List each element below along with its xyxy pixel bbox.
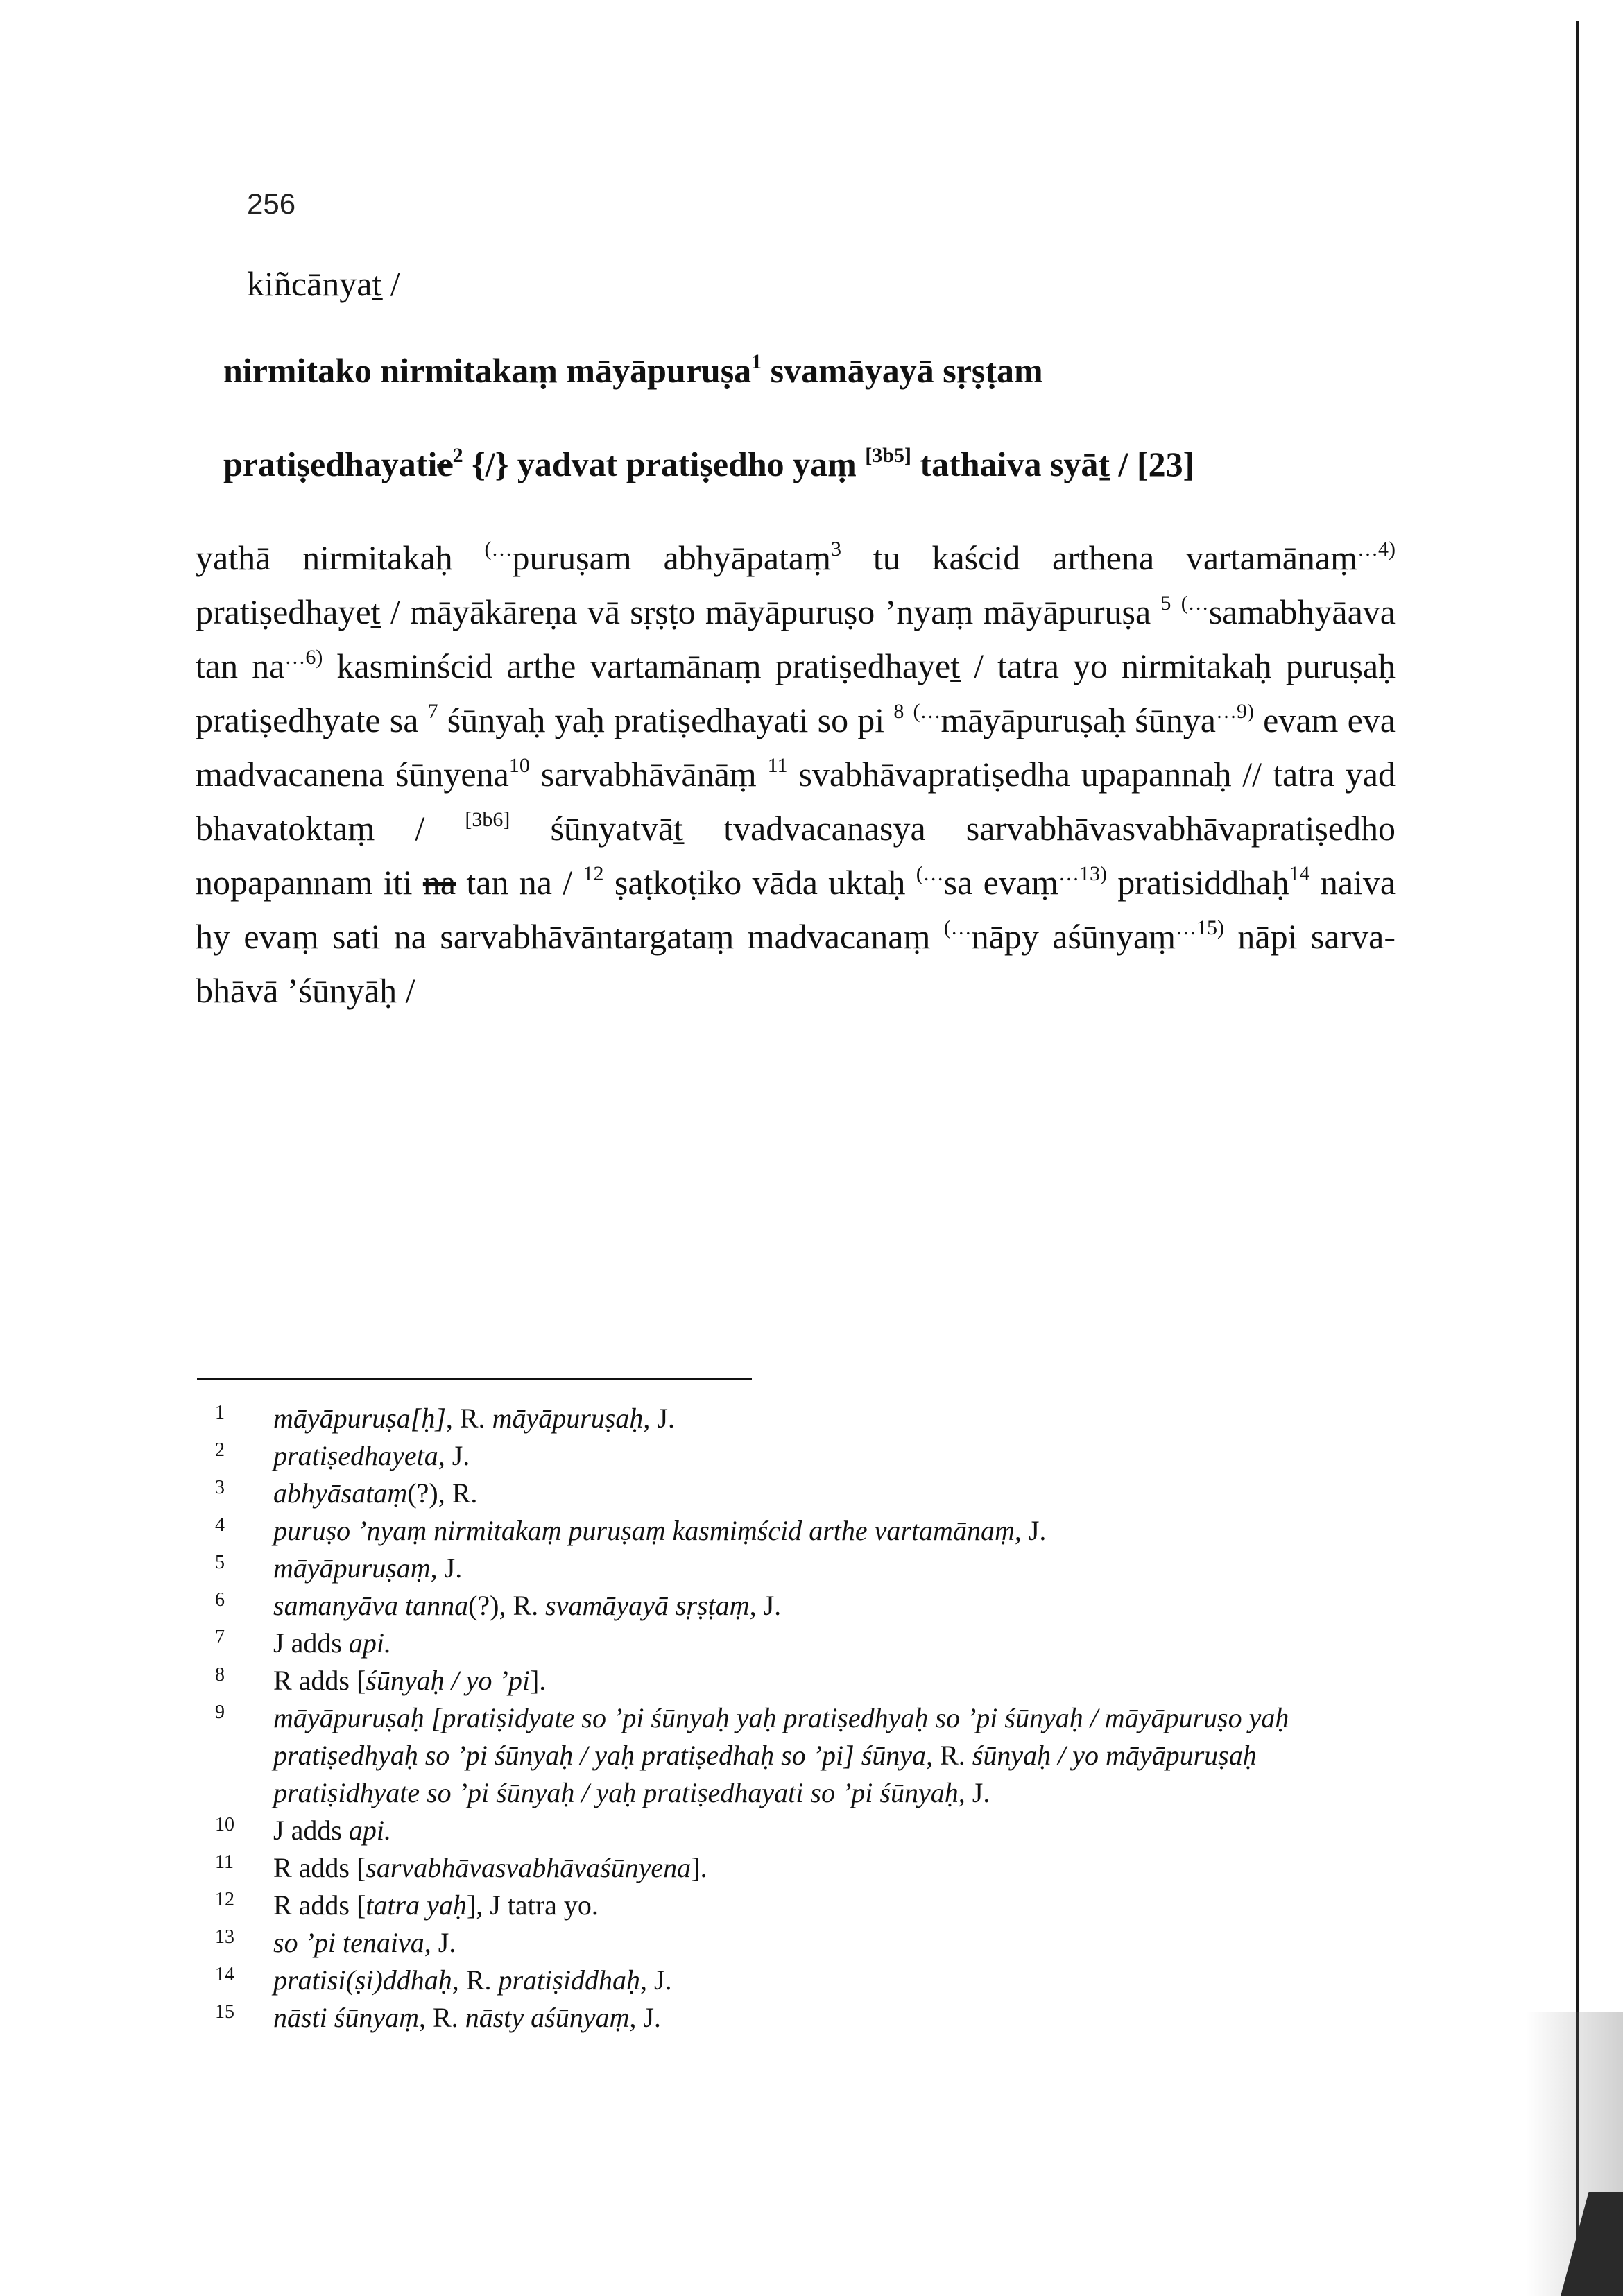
footnote-siglum: J adds bbox=[273, 1627, 349, 1659]
footnote-siglum: R adds [ bbox=[273, 1890, 366, 1921]
footnote-siglum: , J. bbox=[629, 2002, 661, 2033]
footnote-3 bbox=[215, 1475, 1394, 1512]
footnote-siglum: , J. bbox=[749, 1590, 782, 1621]
footnote-ref[interactable]: 2 bbox=[452, 444, 463, 467]
variant-close[interactable]: …9) bbox=[1215, 700, 1254, 723]
folio-marker: [3b5] bbox=[865, 444, 911, 467]
verse-text: pratiṣedhayati bbox=[223, 445, 438, 483]
footnote-2 bbox=[215, 1437, 1394, 1475]
commentary-text: pratiṣedhayeṯ / māyākāreṇa vā sṛṣṭo māyāpuruṣo ’nyaṃ māyāpuruṣa bbox=[196, 592, 1151, 631]
commentary-text: puruṣam abhyāpataṃ bbox=[512, 538, 832, 577]
footnote-siglum: , J. bbox=[1014, 1515, 1047, 1546]
commentary-text: naiva hy evaṃ sati na sarvabhāvāntargataṃ madvacanaṃ bbox=[196, 863, 1396, 956]
footnote-14 bbox=[215, 1962, 1394, 1999]
footnote-reading: pratiṣiddhaḥ bbox=[498, 1964, 640, 1996]
footnote-siglum: ], J tatra yo. bbox=[466, 1890, 599, 1921]
footnote-siglum: R adds [ bbox=[273, 1665, 366, 1696]
deleted-letter: e bbox=[437, 445, 453, 483]
commentary-text: tan na / bbox=[466, 863, 573, 902]
footnote-ref[interactable]: 1 bbox=[751, 350, 762, 373]
verse-text: tathaiva syāṯ / [23] bbox=[920, 445, 1195, 483]
footnote-5 bbox=[215, 1550, 1394, 1587]
footnote-reading: nāsti śūnyaṃ bbox=[273, 2002, 419, 2033]
footnote-reading: api. bbox=[348, 1627, 392, 1659]
commentary-text: nāpi sarva-bhāvā ’śūnyāḥ / bbox=[196, 917, 1396, 1010]
footnote-siglum: J adds bbox=[273, 1815, 349, 1846]
footnote-1 bbox=[215, 1400, 1394, 1437]
footnote-ref[interactable]: 7 bbox=[427, 700, 438, 723]
variant-open: (… bbox=[1180, 592, 1209, 615]
footnotes-list bbox=[215, 1400, 1394, 2037]
footnote-reading: māyāpuruṣa[ḥ] bbox=[273, 1403, 446, 1434]
footnote-number: 4 bbox=[215, 1514, 225, 1536]
footnote-ref[interactable]: 12 bbox=[583, 862, 604, 885]
page-number: 256 bbox=[247, 187, 296, 220]
footnote-siglum: , J. bbox=[438, 1440, 470, 1471]
footnote-number: 7 bbox=[215, 1627, 225, 1648]
footnote-12 bbox=[215, 1887, 1394, 1924]
commentary-text: sa evaṃ bbox=[943, 863, 1058, 902]
footnote-reading: śūnyaḥ / yo ’pi bbox=[366, 1665, 530, 1696]
commentary-text: pratisiddhaḥ bbox=[1117, 863, 1289, 902]
footnote-siglum: , J. bbox=[424, 1927, 456, 1958]
variant-close[interactable]: …6) bbox=[284, 646, 323, 669]
footnote-ref[interactable]: 3 bbox=[831, 538, 842, 560]
footnote-9 bbox=[215, 1699, 1394, 1812]
footnote-reading: api. bbox=[348, 1815, 392, 1846]
scan-margin-line bbox=[1576, 21, 1579, 2268]
footnote-siglum: , R. bbox=[445, 1403, 492, 1434]
footnote-15 bbox=[215, 1999, 1394, 2037]
footnote-reading: nāsty aśūnyaṃ bbox=[465, 2002, 630, 2033]
verse-line-2 bbox=[223, 444, 1194, 484]
variant-open: (… bbox=[913, 700, 941, 723]
variant-open: (… bbox=[943, 916, 972, 939]
footnote-siglum: R adds [ bbox=[273, 1852, 366, 1883]
footnote-divider bbox=[197, 1378, 752, 1380]
footnote-siglum: ]. bbox=[529, 1665, 547, 1696]
commentary-text: yathā nirmitakaḥ bbox=[196, 538, 453, 577]
footnote-reading: śūnyaḥ / yo māyāpuruṣaḥ pratiṣidhyate so ’pi śūnyaḥ / yaḥ pratiṣedhayati so ’pi śūnyaḥ bbox=[273, 1740, 1257, 1808]
footnote-number: 3 bbox=[215, 1477, 225, 1498]
footnote-number: 6 bbox=[215, 1589, 225, 1611]
footnote-siglum: , J. bbox=[430, 1552, 463, 1584]
footnote-number: 10 bbox=[215, 1814, 234, 1835]
footnote-siglum: ]. bbox=[691, 1852, 707, 1883]
verse-text: nirmitako nirmitakaṃ māyāpuruṣa bbox=[223, 351, 752, 390]
footnote-reading: pratisi(ṣi)ddhaḥ bbox=[273, 1964, 452, 1996]
footnote-number: 5 bbox=[215, 1552, 225, 1573]
footnote-number: 1 bbox=[215, 1402, 225, 1423]
commentary-text: tu kaścid arthena vartamānaṃ bbox=[873, 538, 1358, 577]
footnote-reading: abhyāsataṃ bbox=[273, 1477, 408, 1509]
variant-open: (… bbox=[484, 538, 513, 560]
footnote-siglum: , J. bbox=[643, 1403, 675, 1434]
verse-text: {/} yadvat pratiṣedho yaṃ bbox=[472, 445, 857, 483]
footnote-siglum: , R. bbox=[926, 1740, 972, 1771]
footnote-number: 9 bbox=[215, 1702, 225, 1723]
footnote-13 bbox=[215, 1924, 1394, 1962]
commentary-paragraph bbox=[196, 531, 1396, 1018]
footnote-number: 14 bbox=[215, 1964, 234, 1985]
verse-line-1 bbox=[223, 350, 1043, 391]
footnote-11 bbox=[215, 1849, 1394, 1887]
footnote-6 bbox=[215, 1587, 1394, 1625]
commentary-text: samabhyāava tan na bbox=[196, 592, 1396, 685]
variant-close[interactable]: …15) bbox=[1176, 916, 1225, 939]
footnote-siglum: (?), R. bbox=[407, 1477, 478, 1509]
footnote-ref[interactable]: 14 bbox=[1289, 862, 1310, 885]
footnote-reading: pratiṣedhayeta bbox=[273, 1440, 438, 1471]
commentary-text: śūnyatvāṯ tvadvacanasya sarvabhāvasvabhāvapratiṣedho nopapannam iti bbox=[196, 809, 1396, 902]
footnote-8 bbox=[215, 1662, 1394, 1699]
footnote-4 bbox=[215, 1512, 1394, 1550]
footnote-reading: māyāpuruṣaḥ [pratiṣidyate so ’pi śūnyaḥ yaḥ pratiṣedhyaḥ so ’pi śūnyaḥ / māyāpuruṣo yaḥ pratiṣedhyaḥ so ’pi śūnyaḥ / yaḥ pratiṣedhaḥ so ’pi] śūnya bbox=[273, 1702, 1289, 1771]
commentary-text: sarvabhāvānāṃ bbox=[540, 755, 757, 794]
footnote-number: 8 bbox=[215, 1664, 225, 1686]
footnote-10 bbox=[215, 1812, 1394, 1849]
footnote-7 bbox=[215, 1625, 1394, 1662]
footnote-ref[interactable]: 11 bbox=[767, 754, 788, 777]
intro-line: kiñcānyaṯ / bbox=[247, 264, 400, 303]
footnote-ref[interactable]: 5 bbox=[1160, 592, 1171, 615]
footnote-reading: sarvabhāvasvabhāvaśūnyena bbox=[366, 1852, 692, 1883]
footnote-number: 15 bbox=[215, 2001, 234, 2023]
folio-marker: [3b6] bbox=[465, 808, 510, 831]
deleted-word: na bbox=[422, 863, 456, 902]
variant-close[interactable]: …13) bbox=[1058, 862, 1107, 885]
commentary-text: māyāpuruṣaḥ śūnya bbox=[941, 701, 1216, 739]
footnote-reading: so ’pi tenaiva bbox=[273, 1927, 424, 1958]
footnote-reading: māyāpuruṣaḥ bbox=[492, 1403, 644, 1434]
footnote-reading: tatra yaḥ bbox=[366, 1890, 467, 1921]
verse-text: svamāyayā sṛṣṭam bbox=[770, 351, 1043, 390]
footnote-siglum: , J. bbox=[958, 1777, 990, 1808]
commentary-text: kasminścid arthe vartamānaṃ pratiṣedhayeṯ / tatra yo nirmitakaḥ puruṣaḥ pratiṣedhyate sa bbox=[196, 646, 1396, 739]
footnote-siglum: , R. bbox=[452, 1964, 499, 1996]
variant-open: (… bbox=[916, 862, 944, 885]
commentary-text: nāpy aśūnyaṃ bbox=[971, 917, 1176, 956]
footnote-number: 12 bbox=[215, 1889, 234, 1910]
footnote-reading: samanyāva tanna bbox=[273, 1590, 469, 1621]
footnote-ref[interactable]: 8 bbox=[893, 700, 904, 723]
footnote-siglum: , R. bbox=[419, 2002, 465, 2033]
footnote-number: 2 bbox=[215, 1439, 225, 1461]
footnote-reading: puruṣo ’nyaṃ nirmitakaṃ puruṣaṃ kasmiṃścid arthe vartamānaṃ bbox=[273, 1515, 1015, 1546]
variant-close[interactable]: …4) bbox=[1357, 538, 1396, 560]
commentary-text: śūnyaḥ yaḥ pratiṣedhayati so pi bbox=[447, 701, 885, 739]
footnote-ref[interactable]: 10 bbox=[508, 754, 530, 777]
footnote-number: 13 bbox=[215, 1926, 234, 1948]
footnote-reading: māyāpuruṣaṃ bbox=[273, 1552, 431, 1584]
commentary-text: svabhāvapratiṣedha upapannaḥ // tatra yad bhavatoktaṃ / bbox=[196, 755, 1396, 848]
footnote-siglum: (?), R. bbox=[468, 1590, 546, 1621]
footnote-number: 11 bbox=[215, 1851, 234, 1873]
footnote-reading: svamāyayā sṛṣṭaṃ bbox=[545, 1590, 750, 1621]
footnote-siglum: , J. bbox=[639, 1964, 672, 1996]
commentary-text: ṣaṭkoṭiko vāda uktaḥ bbox=[614, 863, 906, 902]
commentary-text: evam eva madvacanena śūnyena bbox=[196, 701, 1396, 794]
